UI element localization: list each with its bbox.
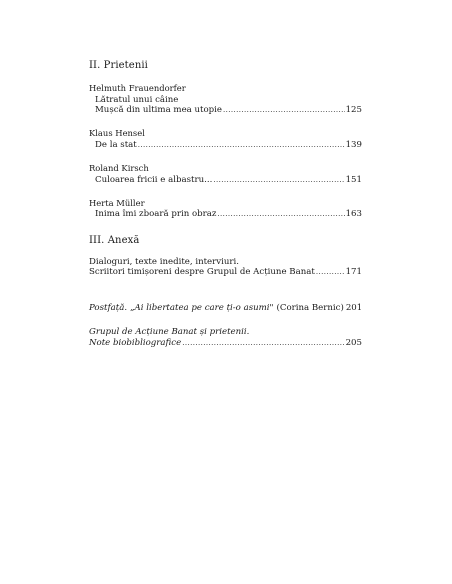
- toc-entry-title: Scriitori timișoreni despre Grupul de Acțiune Banat: [89, 267, 315, 277]
- toc-entry-title: De la stat: [95, 140, 137, 150]
- leader-dots: [316, 267, 345, 278]
- toc-entry[interactable]: [89, 267, 362, 278]
- toc-entry-title: Culoarea fricii e albastru...: [95, 175, 213, 185]
- toc-entry-postfata[interactable]: [89, 303, 362, 314]
- postfata-author: (Corina Bernic): [276, 303, 344, 313]
- leader-dots: [182, 338, 344, 349]
- toc-entry[interactable]: [95, 105, 362, 116]
- annex-entry-line: Dialoguri, texte inedite, interviuri.: [89, 257, 239, 267]
- toc-entry-title: Mușcă din ultima mea utopie: [95, 105, 223, 115]
- notes-entry-line: Grupul de Acțiune Banat și prietenii.: [89, 327, 250, 337]
- toc-page-number: 151: [345, 175, 362, 185]
- toc-entry[interactable]: [95, 175, 362, 186]
- toc-page-number: 201: [345, 303, 363, 313]
- author-name: Klaus Hensel: [89, 128, 145, 138]
- section-title-prietenii: II. Prietenii: [89, 60, 148, 71]
- toc-entry-title: Inima îmi zboară prin obraz: [95, 209, 217, 219]
- toc-entry-title: Note biobibliografice: [89, 338, 182, 348]
- leader-dots: [223, 105, 345, 116]
- toc-page-number: 125: [345, 105, 362, 115]
- toc-page-number: 205: [345, 338, 362, 348]
- toc-entry[interactable]: [95, 140, 362, 151]
- toc-entry[interactable]: [95, 209, 362, 220]
- toc-page-number: 163: [345, 209, 362, 219]
- toc-page-number: 171: [345, 267, 362, 277]
- author-name: Helmuth Frauendorfer: [89, 83, 186, 93]
- toc-entry-notes[interactable]: [89, 338, 362, 349]
- author-name: Roland Kirsch: [89, 163, 149, 173]
- toc-entry-title: Lătratul unui câine: [95, 95, 179, 105]
- author-name: Herta Müller: [89, 198, 145, 208]
- section-title-anexa: III. Anexă: [89, 235, 140, 246]
- postfata-title: „Ai libertatea pe care ți-o asumi": [130, 303, 274, 313]
- postfata-label: Postfață.: [89, 303, 128, 313]
- leader-dots: [138, 140, 345, 151]
- toc-page-number: 139: [345, 140, 362, 150]
- leader-dots: [217, 209, 344, 220]
- leader-dots: [213, 175, 344, 186]
